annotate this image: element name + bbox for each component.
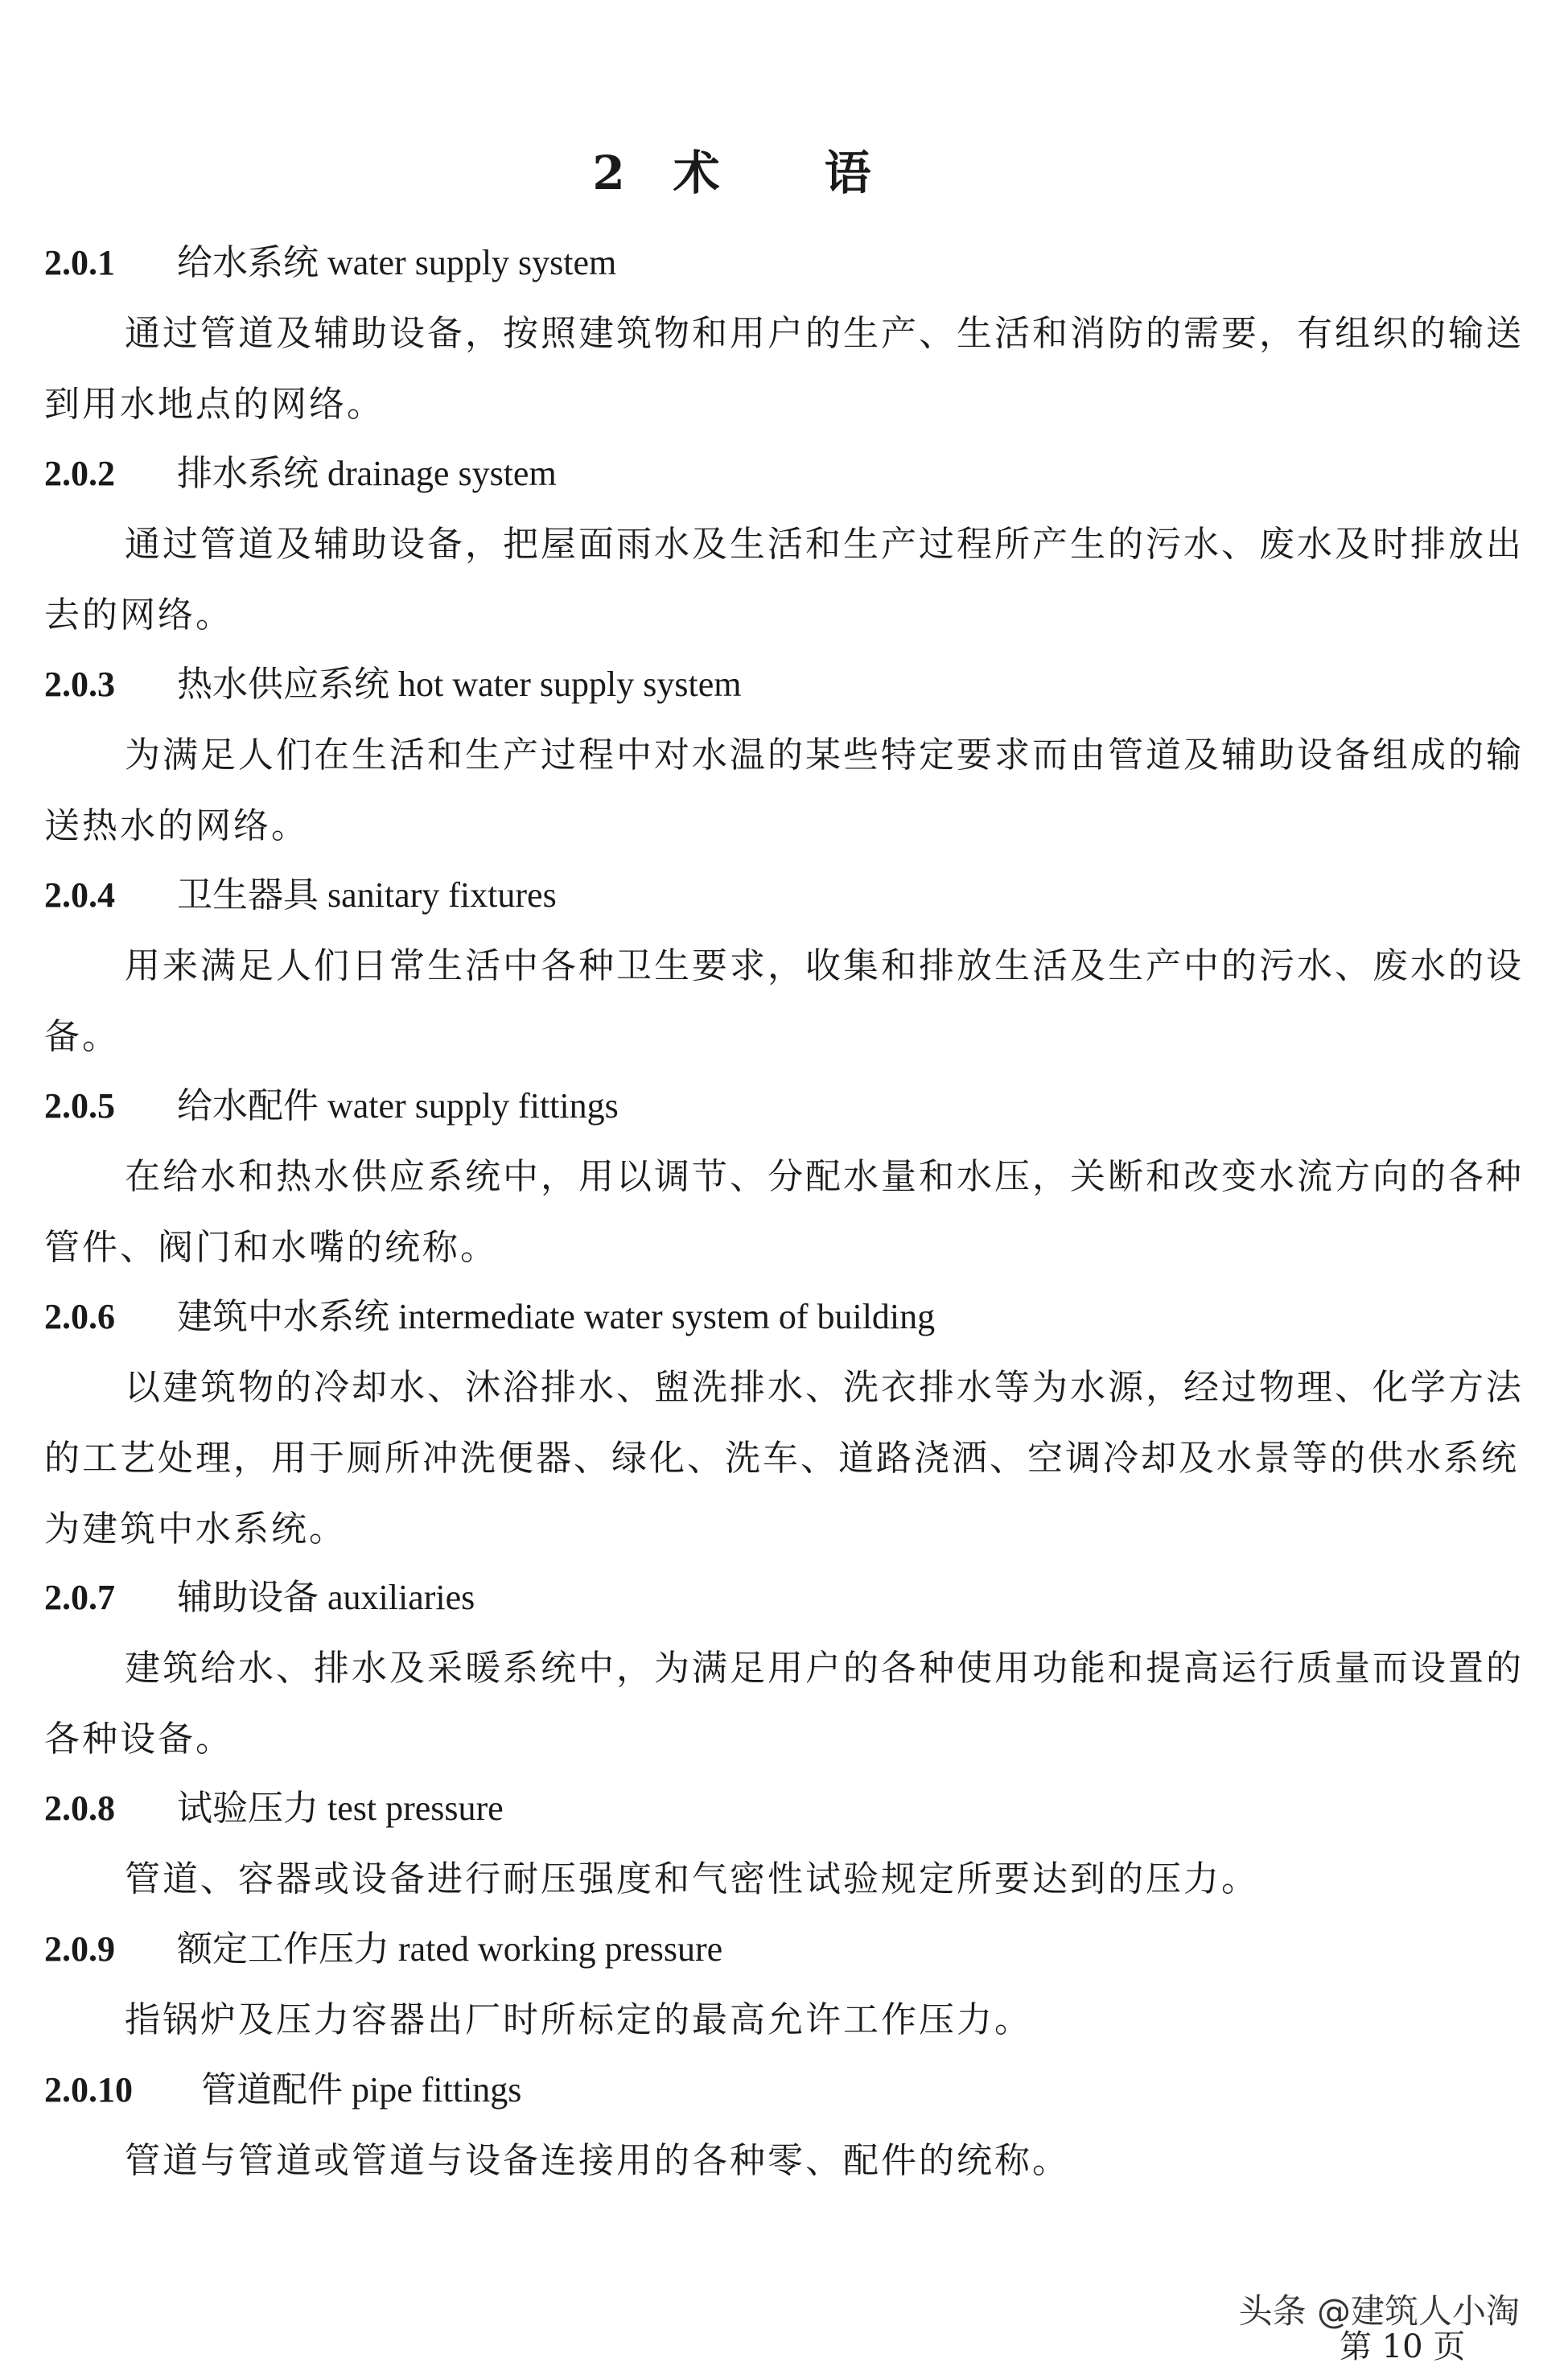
- page-number: 第 10 页: [1340, 2328, 1466, 2365]
- term-definition: 管道、容器或设备进行耐压强度和气密性试验规定所要达到的压力。: [125, 1859, 1259, 1900]
- term-definition: 管道与管道或管道与设备连接用的各种零、配件的统称。: [125, 2140, 1070, 2181]
- term-definition: 在给水和热水供应系统中，用以调节、分配水量和水压，关断和改变水流方向的各种管件、阀门和水嘴的统称。: [44, 1156, 1524, 1268]
- term-2-0-3: [44, 649, 1525, 862]
- term-name: 建筑中水系统 intermediate water system of building: [177, 1297, 936, 1336]
- term-definition: 指锅炉及压力容器出厂时所标定的最高允许工作压力。: [125, 1999, 1032, 2040]
- term-name: 给水配件 water supply fittings: [177, 1086, 619, 1126]
- term-name: 给水系统 water supply system: [177, 243, 617, 282]
- term-2-0-1: [44, 228, 1525, 440]
- term-2-0-6: [44, 1282, 1525, 1565]
- term-2-0-8: [44, 1773, 1525, 1915]
- term-name: 卫生器具 sanitary fixtures: [177, 875, 557, 915]
- term-name: 排水系统 drainage system: [177, 454, 557, 493]
- term-definition: 通过管道及辅助设备，把屋面雨水及生活和生产过程所产生的污水、废水及时排放出去的网络。: [44, 524, 1524, 636]
- term-number: 2.0.5: [44, 1086, 115, 1126]
- term-2-0-5: [44, 1071, 1525, 1283]
- term-2-0-4: [44, 860, 1525, 1072]
- term-number: 2.0.6: [44, 1297, 115, 1336]
- term-name: 热水供应系统 hot water supply system: [177, 665, 742, 704]
- chapter-number: 2: [592, 146, 625, 200]
- term-definition: 用来满足人们日常生活中各种卫生要求，收集和排放生活及生产中的污水、废水的设备。: [44, 945, 1524, 1057]
- term-number: 2.0.9: [44, 1929, 115, 1969]
- term-definition: 以建筑物的冷却水、沐浴排水、盥洗排水、洗衣排水等为水源，经过物理、化学方法的工艺处理，用于厕所冲洗便器、绿化、洗车、道路浇洒、空调冷却及水景等的供水系统为建筑中水系统。: [44, 1367, 1524, 1550]
- term-2-0-10: [44, 2055, 1525, 2196]
- watermark: 头条 @建筑人小淘: [1238, 2291, 1520, 2331]
- term-definition: 为满足人们在生活和生产过程中对水温的某些特定要求而由管道及辅助设备组成的输送热水的网络。: [44, 735, 1524, 846]
- term-definition: 通过管道及辅助设备，按照建筑物和用户的生产、生活和消防的需要，有组织的输送到用水地点的网络。: [44, 313, 1524, 425]
- chapter-title: 术语: [673, 146, 976, 200]
- term-2-0-2: [44, 438, 1525, 651]
- term-definition: 建筑给水、排水及采暖系统中，为满足用户的各种使用功能和提高运行质量而设置的各种设备。: [44, 1648, 1524, 1760]
- term-number: 2.0.3: [44, 665, 115, 704]
- term-number: 2.0.10: [44, 2070, 133, 2110]
- term-name: 额定工作压力 rated working pressure: [177, 1929, 723, 1969]
- term-2-0-9: [44, 1914, 1525, 2056]
- term-2-0-7: [44, 1562, 1525, 1775]
- term-number: 2.0.8: [44, 1789, 115, 1828]
- term-name: 管道配件 pipe fittings: [201, 2070, 522, 2110]
- term-name: 试验压力 test pressure: [177, 1789, 504, 1828]
- term-number: 2.0.7: [44, 1578, 115, 1617]
- term-number: 2.0.2: [44, 454, 115, 493]
- term-number: 2.0.1: [44, 243, 115, 282]
- term-number: 2.0.4: [44, 875, 115, 915]
- term-name: 辅助设备 auxiliaries: [177, 1578, 475, 1617]
- page-title: [0, 135, 1568, 203]
